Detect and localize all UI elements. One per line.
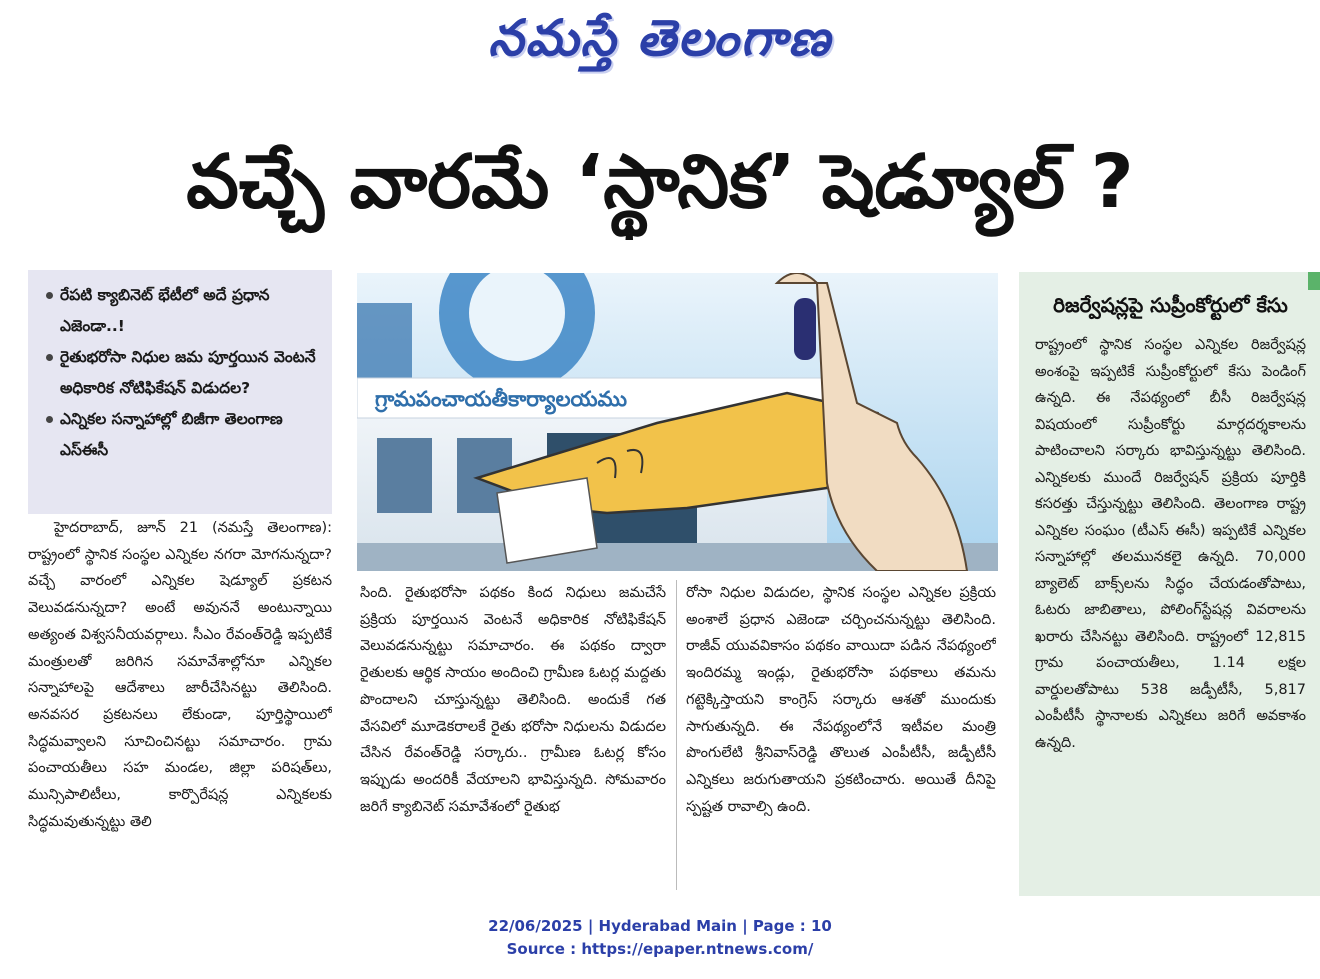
- masthead-title: నమస్తే తెలంగాణ: [488, 8, 832, 67]
- ballot-illustration: [357, 273, 998, 571]
- article-text: హైదరాబాద్‌, జూన్‌ 21 (నమస్తే తెలంగాణ): రాష్ట్రంలో స్థానిక సంస్థల ఎన్నికల నగరా మోగనున్నదా? వచ్చే వారంలో ఎన్నికల షెడ్యూల్‌ ప్రకటన వెలువడనున్నదా? అంటే అవుననే అంటున్నాయి అత్యంత విశ్వసనీయవర్గాలు. సీఎం రేవంత్‌రెడ్డి ఇప్పటికే మంత్రులతో జరిగిన సమావేశాల్లోనూ ఎన్నికల సన్నాహాలపై ఆదేశాలు జారీచేసినట్టు తెలిసింది. అనవసర ప్రకటనలు లేకుండా, పూర్తిస్థాయిలో సిద్ధమవ్వాలని సూచించినట్టు సమాచారం. గ్రామ పంచాయతీలు సహ మండల, జిల్లా పరిషత్‌లు, మున్సిపాలిటీలు, కార్పొరేషన్ల ఎన్నికలకు సిద్ధమవుతున్నట్టు తెలి: [28, 520, 332, 830]
- article-text: సింది. రైతుభరోసా పథకం కింద నిధులు జమచేసే ప్రక్రియ పూర్తయిన వెంటనే అధికారిక నోటిఫికేషన్‌ వెలువడనున్నట్టు సమాచారం. ఈ పథకం ద్వారా రైతులకు ఆర్థిక సాయం అందించి గ్రామీణ ఓటర్ల మద్దతు పొందాలని చూస్తున్నట్టు తెలిసింది. అందుకే గత వేసవిలో మూడెకరాలకే రైతు భరోసా నిధులను విడుదల చేసిన రేవంత్‌రెడ్డి సర్కారు.. గ్రామీణ ఓటర్ల కోసం ఇప్పుడు అందరికీ వేయాలని భావిస్తున్నది. సోమవారం జరిగే క్యాబినెట్‌ సమావేశంలో రైతుభ: [360, 585, 666, 815]
- corner-marker: [1308, 272, 1320, 290]
- column-divider: [676, 580, 677, 890]
- news-photo: [357, 273, 998, 571]
- highlight-item: రేపటి క్యాబినెట్‌ భేటీలో అదే ప్రధాన ఎజెండా..!: [46, 280, 320, 342]
- sidebar-title: రిజర్వేషన్లపై సుప్రీంకోర్టులో కేసు: [1053, 293, 1288, 317]
- sidebar-text: రాష్ట్రంలో స్థానిక సంస్థల ఎన్నికల రిజర్వేషన్ల అంశంపై ఇప్పటికే సుప్రీంకోర్టులో కేసు పెండింగ్‌ ఉన్నది. ఈ నేపథ్యంలో బీసీ రిజర్వేషన్ల విషయంలో సుప్రీంకోర్టు మార్గదర్శకాలను పాటించాలని సర్కారు భావిస్తున్నట్టు తెలిసింది. ఎన్నికలకు ముందే రిజర్వేషన్‌ ప్రక్రియ పూర్తికి కసరత్తు చేస్తున్నట్టు తెలిసింది. తెలంగాణ రాష్ట్ర ఎన్నికల సంఘం (టీఎస్‌ ఈసీ) ఇప్పటికే ఎన్నికల సన్నాహాల్లో తలమునకలై ఉన్నది. 70,000 బ్యాలెట్‌ బాక్స్‌లను సిద్ధం చేయడంతోపాటు, ఓటరు జాబితాలు, పోలింగ్‌స్టేషన్ల వివరాలను ఖరారు చేసినట్టు తెలిసింది. రాష్ట్రంలో 12,815 గ్రామ పంచాయతీలు, 1.14 లక్షల వార్డులతోపాటు 538 జడ్పీటీసీ, 5,817 ఎంపీటీసీ స్థానాలకు ఎన్నికలు జరిగే అవకాశం ఉన్నది.: [1035, 337, 1306, 751]
- footer-date-line: 22/06/2025 | Hyderabad Main | Page : 10: [488, 917, 832, 935]
- headline: వచ్చే వారమే ‘స్థానిక’ షెడ్యూల్‌ ?: [186, 139, 1134, 225]
- highlight-item: ఎన్నికల సన్నాహాల్లో బిజీగా తెలంగాణ ఎస్‌ఈసీ: [46, 404, 320, 466]
- highlights-box: [28, 270, 332, 514]
- article-text: రోసా నిధుల విడుదల, స్థానిక సంస్థల ఎన్నికల ప్రక్రియ అంశాలే ప్రధాన ఎజెండా చర్చించనున్నట్టు తెలిసింది. రాజీవ్‌ యువవికాసం పథకం వాయిదా పడిన నేపథ్యంలో ఇందిరమ్మ ఇండ్లు, రైతుభరోసా పథకాలు తమను గట్టెక్కిస్తాయని కాంగ్రెస్‌ సర్కారు ఆశతో ముందుకు సాగుతున్నది. ఈ నేపథ్యంలోనే ఇటీవల మంత్రి పొంగులేటి శ్రీనివాస్‌రెడ్డి తొలుత ఎంపీటీసీ, జడ్పీటీసీ ఎన్నికలు జరుగుతాయని ప్రకటించారు. అయితే దీనిపై స్పష్టత రావాల్సి ఉంది.: [686, 585, 996, 815]
- window: [377, 438, 432, 513]
- highlight-item: రైతుభరోసా నిధుల జమ పూర్తయిన వెంటనే అధికారిక నోటిఫికేషన్‌ విడుదల?: [46, 342, 320, 404]
- ink-mark: [794, 298, 816, 360]
- building-sign: గ్రామపంచాయతీకార్యాలయము: [375, 387, 627, 411]
- footer-source-line[interactable]: Source : https://epaper.ntnews.com/: [506, 940, 814, 958]
- article-column-3: [686, 580, 996, 890]
- article-column-2: [360, 580, 666, 890]
- ballot-paper: [497, 478, 597, 563]
- article-column-1: [28, 515, 332, 895]
- masthead: [0, 8, 1320, 78]
- sidebar-box: [1019, 272, 1320, 896]
